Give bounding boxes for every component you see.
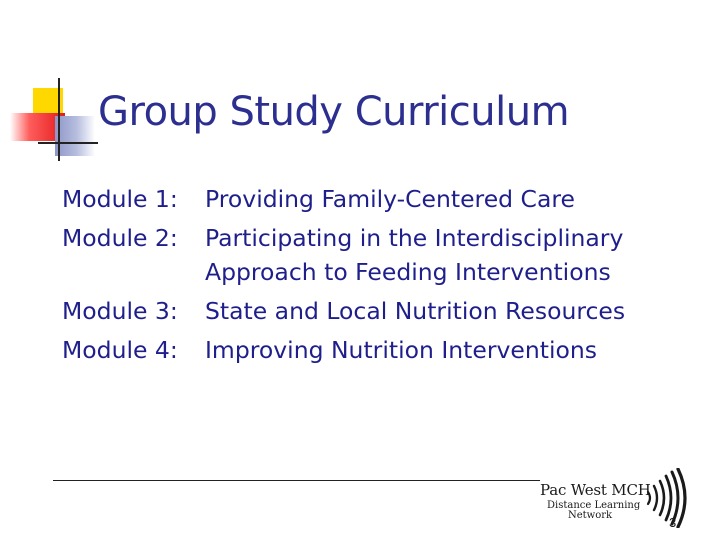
module-title [205, 219, 702, 292]
emblem-blue-square [55, 116, 95, 156]
page-number: 3 [669, 515, 677, 530]
module-item [62, 219, 702, 292]
title-emblem-decoration [0, 0, 110, 170]
module-item [62, 292, 702, 331]
logo-subtitle-line2: Network [568, 510, 613, 521]
logo-subtitle-line1: Distance Learning [547, 500, 641, 511]
module-list [62, 180, 702, 370]
module-title-line: State and Local Nutrition Resources [205, 297, 626, 325]
module-item [62, 331, 702, 370]
emblem-horizontal-line [38, 142, 98, 144]
footer-divider [53, 480, 540, 481]
emblem-vertical-line [58, 78, 60, 161]
module-title [205, 180, 702, 219]
module-title [205, 331, 702, 370]
module-label: Module 4: [62, 336, 178, 364]
module-label: Module 2: [62, 224, 178, 252]
slide-title: Group Study Curriculum [98, 89, 570, 135]
module-label: Module 1: [62, 185, 178, 213]
module-title-line: Improving Nutrition Interventions [205, 336, 598, 364]
module-title-line: Approach to Feeding Interventions [205, 258, 611, 286]
module-item [62, 180, 702, 219]
logo-name: Pac West MCH [540, 481, 651, 499]
module-title-line: Providing Family-Centered Care [205, 185, 575, 213]
module-title [205, 292, 702, 331]
module-title-line: Participating in the Interdisciplinary [205, 224, 624, 252]
signal-waves-icon [638, 468, 693, 528]
module-label: Module 3: [62, 297, 178, 325]
